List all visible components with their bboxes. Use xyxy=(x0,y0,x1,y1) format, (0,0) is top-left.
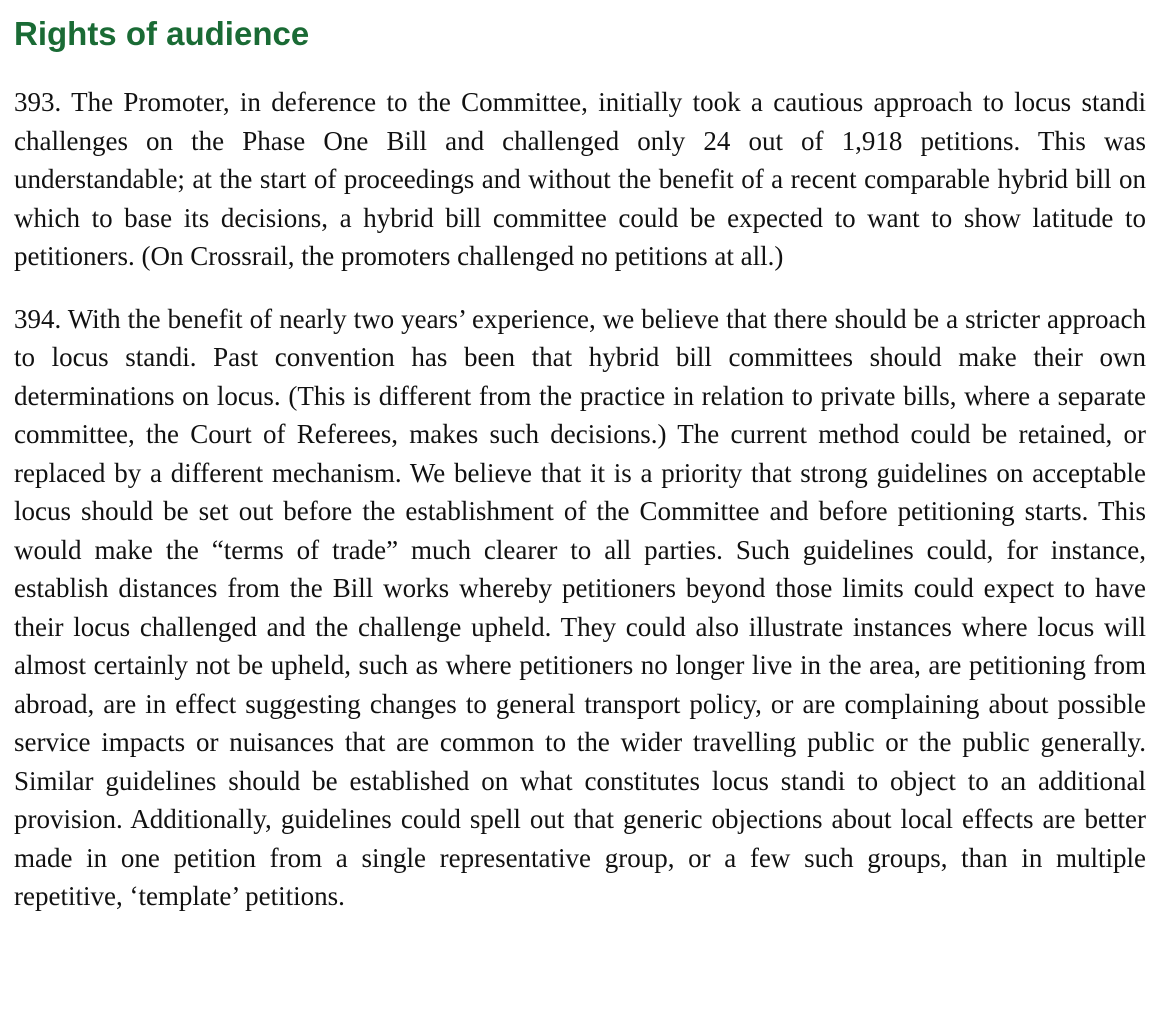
paragraph-394: 394. With the benefit of nearly two years’ experience, we believe that there should be a stricter approach to locus standi. Past convention has been that hybrid bill committees should make their own determinations on locus. (This is different from the practice in relation to private bills, where a separate committee, the Court of Referees, makes such decisions.) The current method could be retained, or replaced by a different mechanism. We believe that it is a priority that strong guidelines on acceptable locus should be set out before the establishment of the Committee and before petitioning starts. This would make the “terms of trade” much clearer to all parties. Such guidelines could, for instance, establish distances from the Bill works whereby petitioners beyond those limits could expect to have their locus challenged and the challenge upheld. They could also illustrate instances where locus will almost certainly not be upheld, such as where petitioners no longer live in the area, are petitioning from abroad, are in effect suggesting changes to general transport policy, or are complaining about possible service impacts or nuisances that are common to the wider travelling public or the public generally. Similar guidelines should be established on what constitutes locus standi to object to an additional provision. Additionally, guidelines could spell out that generic objections about local effects are better made in one petition from a single representative group, or a few such groups, than in multiple repetitive, ‘template’ petitions. xyxy=(14,303,1146,911)
section-heading: Rights of audience xyxy=(14,15,310,52)
document-page xyxy=(14,0,1146,916)
paragraph-393: 393. The Promoter, in deference to the Committee, initially took a cautious approach to locus standi challenges on the Phase One Bill and challenged only 24 out of 1,918 petitions. This was understandable; at the start of proceedings and without the benefit of a recent comparable hybrid bill on which to base its decisions, a hybrid bill committee could be expected to want to show latitude to petitioners. (On Crossrail, the promoters challenged no petitions at all.) xyxy=(14,87,1146,271)
